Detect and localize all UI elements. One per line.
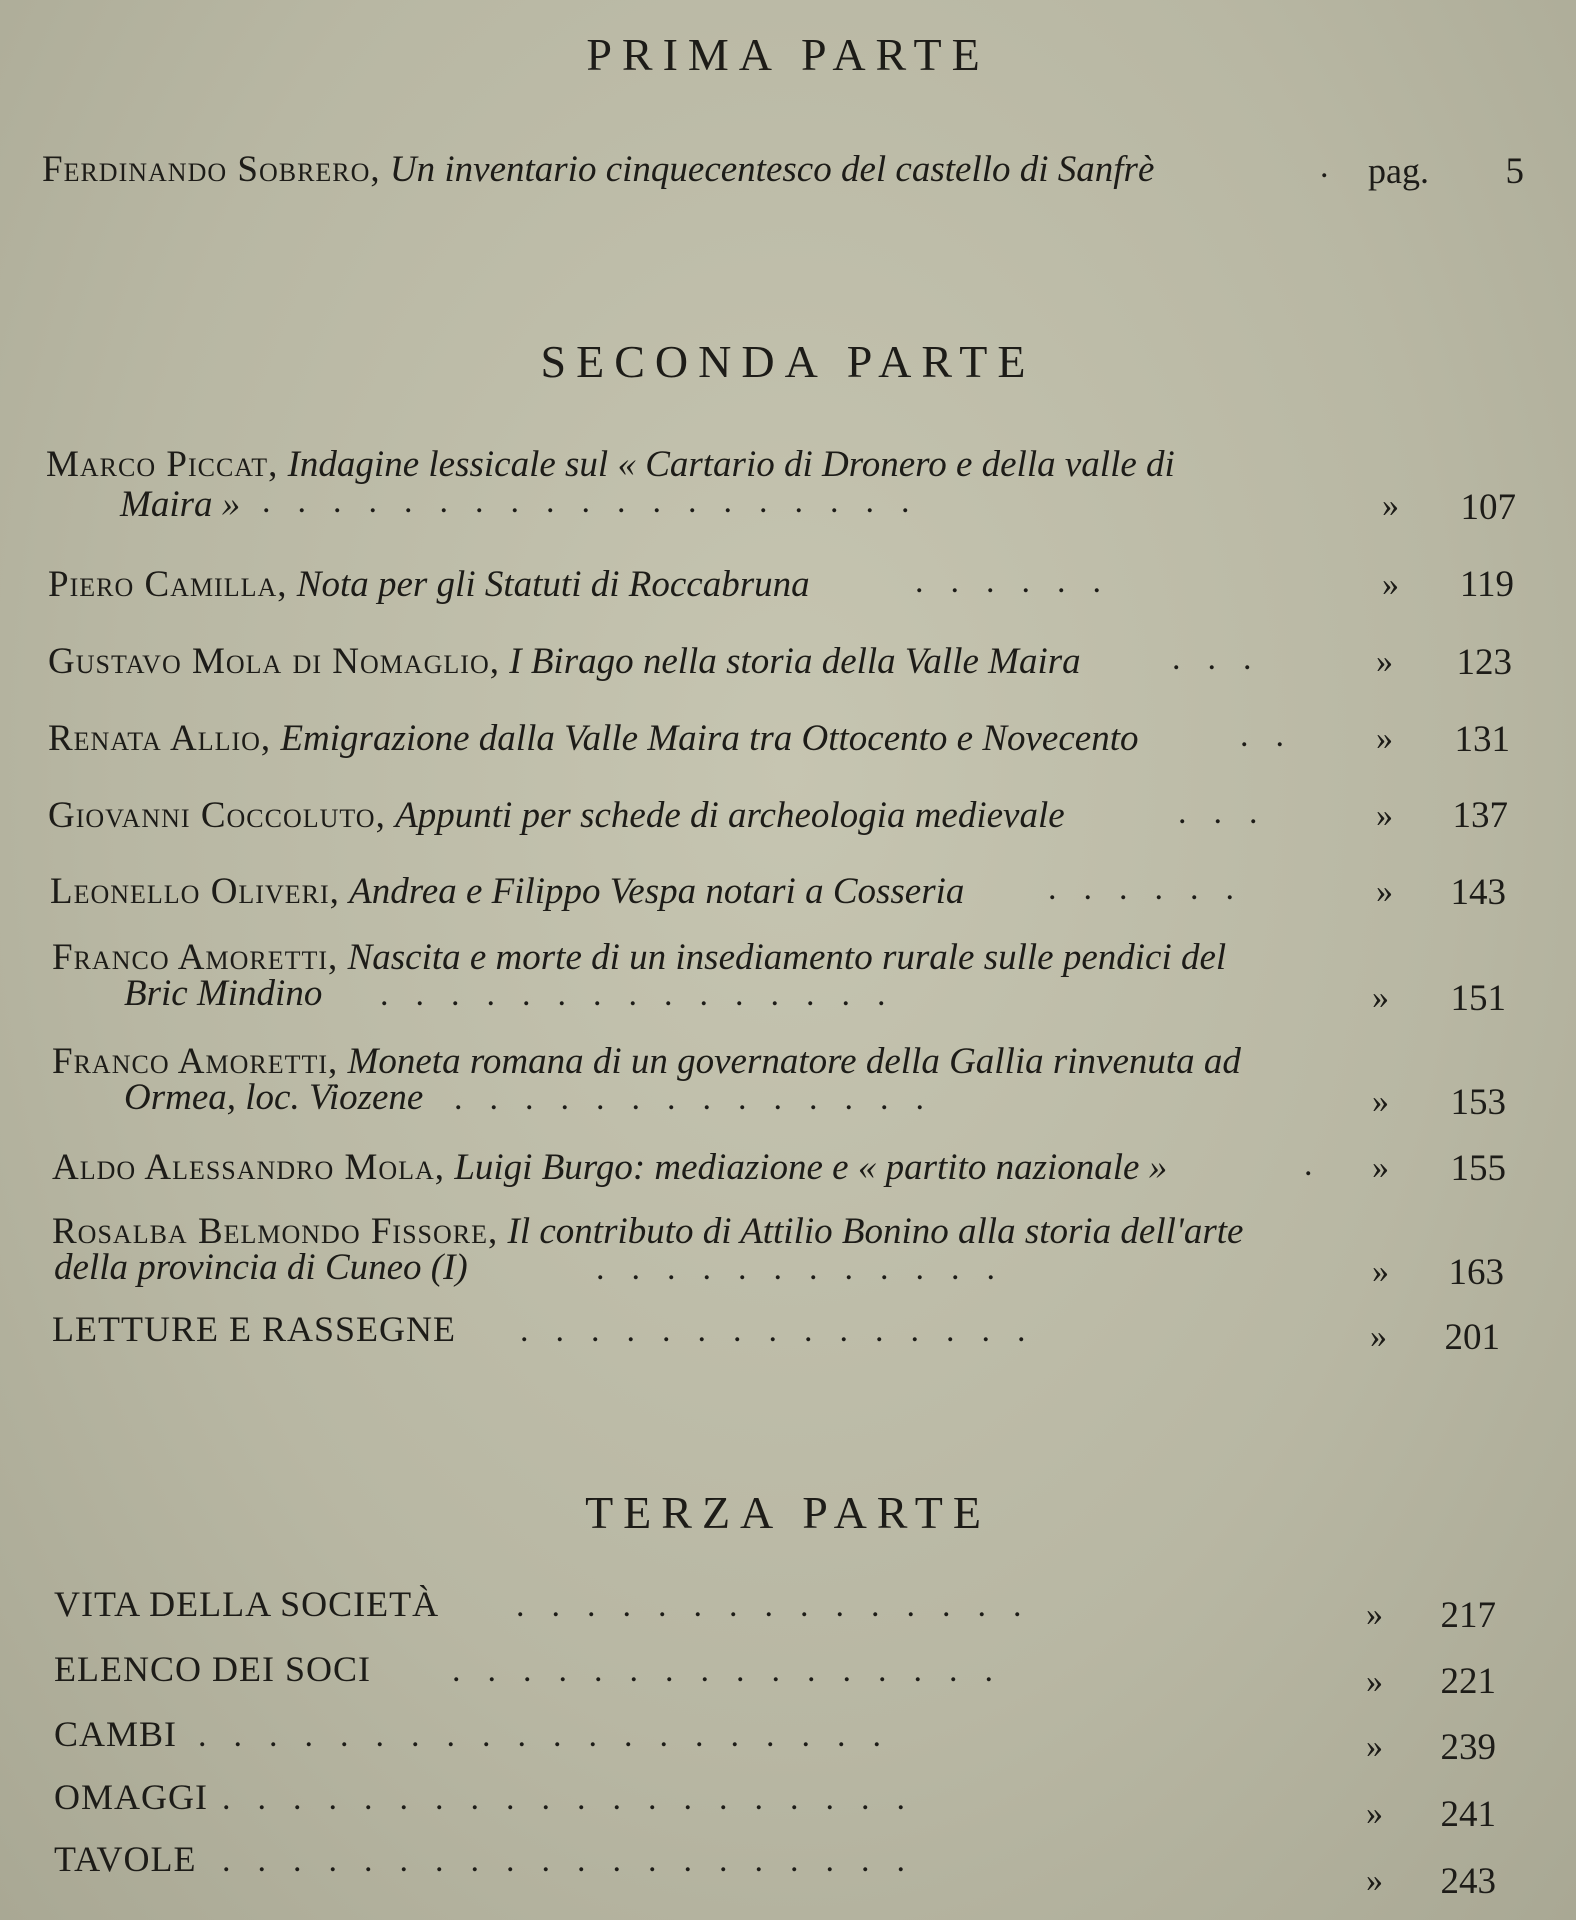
entry-author: Aldo Alessandro Mola, bbox=[52, 1147, 446, 1188]
leader-dots: ................ bbox=[452, 1652, 1020, 1689]
entry-author: Leonello Oliveri, bbox=[50, 871, 340, 912]
entry-title: Emigrazione dalla Valle Maira tra Ottocento e Novecento bbox=[280, 718, 1139, 759]
page-number: 107 bbox=[1460, 487, 1516, 528]
entry-author: Marco Piccat, bbox=[46, 444, 279, 485]
entry-title: Appunti per schede di archeologia medievale bbox=[395, 795, 1065, 836]
entry-label: ELENCO DEI SOCI bbox=[54, 1649, 371, 1689]
entry-title-cont: della provincia di Cuneo (I) bbox=[54, 1247, 468, 1288]
page-number: 163 bbox=[1448, 1252, 1504, 1293]
page-number: 201 bbox=[1444, 1317, 1500, 1358]
page-number: 143 bbox=[1450, 872, 1506, 913]
entry-title-cont: Maira » bbox=[120, 484, 241, 525]
page-number: 153 bbox=[1450, 1082, 1506, 1123]
page-marker: » bbox=[1372, 1253, 1389, 1290]
entry-author: Ferdinando Sobrero, bbox=[42, 149, 381, 190]
leader-dots: ... bbox=[1178, 794, 1285, 831]
page-prefix: pag. bbox=[1368, 151, 1429, 191]
leader-dots: ... bbox=[1172, 640, 1279, 677]
entry-label: VITA DELLA SOCIETÀ bbox=[54, 1584, 440, 1624]
entry-author: Giovanni Coccoluto, bbox=[48, 795, 386, 836]
page-marker: » bbox=[1376, 643, 1393, 680]
page-marker: » bbox=[1366, 1596, 1383, 1633]
entry-title: Nascita e morte di un insediamento rurale sulle pendici del bbox=[347, 937, 1227, 978]
leader-dots: ............... bbox=[380, 976, 913, 1013]
entry-title-cont: Bric Mindino bbox=[124, 973, 323, 1014]
page-marker: » bbox=[1370, 1318, 1387, 1355]
entry-author: Gustavo Mola di Nomaglio, bbox=[48, 641, 500, 682]
leader-dots: ...... bbox=[915, 563, 1128, 600]
page-number: 217 bbox=[1440, 1595, 1496, 1636]
entry-author: Franco Amoretti, bbox=[52, 1041, 339, 1082]
entry-title: I Birago nella storia della Valle Maira bbox=[509, 641, 1081, 682]
entry-author: Rosalba Belmondo Fissore, bbox=[52, 1211, 499, 1252]
page-number: 131 bbox=[1454, 719, 1510, 760]
page-marker: » bbox=[1372, 979, 1389, 1016]
leader-dots: ............... bbox=[516, 1587, 1049, 1624]
entry-label: LETTURE E RASSEGNE bbox=[52, 1309, 456, 1349]
leader-dots: .................... bbox=[222, 1780, 932, 1817]
page-marker: » bbox=[1372, 1083, 1389, 1120]
page-marker: » bbox=[1376, 873, 1393, 910]
leader-dots: . bbox=[1304, 1146, 1340, 1183]
page-marker: » bbox=[1382, 566, 1399, 603]
section-title-terza: TERZA PARTE bbox=[585, 1487, 991, 1538]
page-marker: » bbox=[1366, 1862, 1383, 1899]
page-number: 243 bbox=[1440, 1861, 1496, 1902]
page-marker: » bbox=[1366, 1795, 1383, 1832]
entry-title: Andrea e Filippo Vespa notari a Cosseria bbox=[349, 871, 965, 912]
entry-label: CAMBI bbox=[54, 1714, 178, 1754]
page-number: 123 bbox=[1456, 642, 1512, 683]
page-marker: » bbox=[1372, 1149, 1389, 1186]
page-number: 137 bbox=[1452, 795, 1508, 836]
entry-author: Franco Amoretti, bbox=[52, 937, 339, 978]
page-number: 239 bbox=[1440, 1727, 1496, 1768]
entry-title: Nota per gli Statuti di Roccabruna bbox=[296, 564, 810, 605]
leader-dots: . bbox=[1320, 148, 1356, 185]
leader-dots: .. bbox=[1240, 717, 1311, 754]
entry-title: Un inventario cinquecentesco del castello di Sanfrè bbox=[389, 149, 1155, 190]
page-number: 221 bbox=[1440, 1661, 1496, 1702]
entry-author: Renata Allio, bbox=[48, 718, 272, 759]
leader-dots: .................... bbox=[198, 1717, 908, 1754]
page-marker: » bbox=[1376, 720, 1393, 757]
page-number: 241 bbox=[1440, 1794, 1496, 1835]
page-marker: » bbox=[1382, 487, 1399, 524]
entry-title: Il contributo di Attilio Bonino alla storia dell'arte bbox=[507, 1211, 1244, 1252]
page-number: 155 bbox=[1450, 1148, 1506, 1189]
page-marker: » bbox=[1366, 1663, 1383, 1700]
leader-dots: ............... bbox=[520, 1312, 1053, 1349]
leader-dots: ................... bbox=[262, 483, 937, 520]
entry-title-cont: Ormea, loc. Viozene bbox=[124, 1077, 424, 1118]
leader-dots: ............ bbox=[596, 1250, 1022, 1287]
page-number: 119 bbox=[1459, 564, 1514, 605]
leader-dots: ...... bbox=[1048, 870, 1261, 907]
entry-title: Luigi Burgo: mediazione e « partito nazionale » bbox=[454, 1147, 1168, 1188]
leader-dots: .................... bbox=[222, 1842, 932, 1879]
entry-title: Indagine lessicale sul « Cartario di Dronero e della valle di bbox=[287, 444, 1175, 485]
page-marker: » bbox=[1366, 1728, 1383, 1765]
entry-author: Piero Camilla, bbox=[48, 564, 288, 605]
section-title-seconda: SECONDA PARTE bbox=[540, 336, 1036, 387]
page-marker: » bbox=[1376, 797, 1393, 834]
page-number: 151 bbox=[1450, 978, 1506, 1019]
page-number: 5 bbox=[1505, 151, 1524, 192]
leader-dots: .............. bbox=[454, 1080, 951, 1117]
entry-label: OMAGGI bbox=[54, 1777, 208, 1817]
entry-label: TAVOLE bbox=[54, 1839, 197, 1879]
section-title-prima: PRIMA PARTE bbox=[586, 29, 990, 80]
entry-title: Moneta romana di un governatore della Gallia rinvenuta ad bbox=[347, 1041, 1241, 1082]
